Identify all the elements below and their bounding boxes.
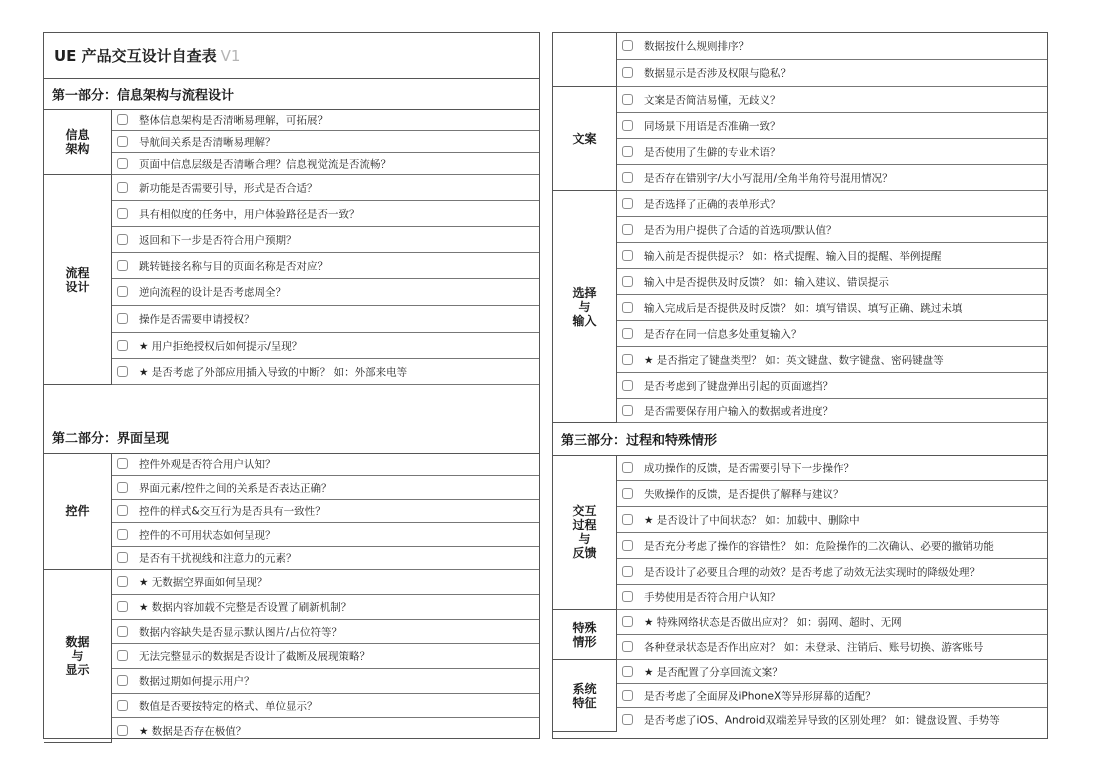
checkbox[interactable] — [622, 514, 633, 525]
group-label-text: 信息 架构 — [65, 127, 90, 156]
checklist-row — [617, 87, 1047, 113]
checkbox[interactable] — [117, 208, 128, 219]
checklist-item-text: ★ 无数据空界面如何呈现？ — [139, 576, 268, 589]
checklist-row — [112, 253, 539, 279]
checklist-row — [112, 131, 539, 153]
checklist-row — [617, 610, 1047, 635]
checklist-row — [617, 295, 1047, 321]
checklist-row — [617, 708, 1047, 732]
checkbox[interactable] — [622, 354, 633, 365]
checklist-row — [112, 644, 539, 669]
checklist-item-text: 操作是否需要申请授权？ — [139, 313, 255, 326]
checkbox[interactable] — [117, 458, 128, 469]
checklist-row — [112, 153, 539, 175]
checklist-item-text: 是否考虑到了键盘弹出引起的页面遮挡？ — [644, 380, 833, 392]
checkbox[interactable] — [622, 462, 633, 473]
checklist-row — [617, 533, 1047, 559]
checklist-item-text: 控件的样式&交互行为是否具有一致性？ — [139, 505, 326, 518]
checklist-item-text: 失败操作的反馈，是否提供了解释与建议？ — [644, 488, 844, 500]
checkbox[interactable] — [622, 94, 633, 105]
checklist-item-text: 界面元素/控件之间的关系是否表达正确？ — [139, 482, 332, 494]
checklist-row — [112, 547, 539, 570]
checklist-row — [112, 175, 539, 201]
checkbox[interactable] — [622, 224, 633, 235]
checklist-row — [112, 523, 539, 547]
checkbox[interactable] — [117, 529, 128, 540]
checklist-row — [112, 333, 539, 359]
checkbox[interactable] — [117, 136, 128, 147]
checkbox[interactable] — [117, 675, 128, 686]
checklist-row — [617, 165, 1047, 191]
checklist-item-text: 数据过期如何提示用户？ — [139, 675, 255, 688]
checklist-item-text: 数据显示是否涉及权限与隐私？ — [644, 67, 791, 80]
checkbox[interactable] — [117, 234, 128, 245]
checklist-item-text: 是否有干扰视线和注意力的元素？ — [139, 552, 297, 565]
left-checklist-panel — [43, 32, 540, 739]
checklist-item-text: 数值是否要按特定的格式、单位显示？ — [139, 700, 318, 712]
checkbox[interactable] — [117, 340, 128, 351]
checklist-row — [112, 227, 539, 253]
checklist-item-text: ★ 是否考虑了外部应用插入导致的中断？ 如：外部来电等 — [139, 366, 408, 378]
checkbox[interactable] — [117, 650, 128, 661]
checklist-item-text: 控件外观是否符合用户认知？ — [139, 458, 276, 471]
checklist-row — [617, 113, 1047, 139]
checkbox[interactable] — [622, 172, 633, 183]
checklist-item-text: 是否需要保存用户输入的数据或者进度？ — [644, 405, 833, 417]
checklist-item-text: ★ 是否配置了分享回流文案？ — [644, 666, 783, 678]
checkbox[interactable] — [117, 158, 128, 169]
checkbox[interactable] — [117, 601, 128, 612]
checklist-row — [112, 201, 539, 227]
checklist-item-text: 新功能是否需要引导，形式是否合适？ — [139, 182, 318, 194]
checklist-item-text: 输入中是否提供及时反馈？ 如：输入建议、错误提示 — [644, 276, 889, 288]
sheet-title — [44, 33, 539, 79]
part-1-header: 第一部分：信息架构与流程设计 — [44, 78, 539, 110]
checkbox[interactable] — [117, 576, 128, 587]
checklist-item-text: ★ 用户拒绝授权后如何提示/呈现？ — [139, 340, 303, 352]
checklist-item-text: ★ 数据内容加载不完整是否设置了刷新机制？ — [139, 601, 352, 614]
checklist-item-text: 数据内容缺失是否显示默认图片/占位符等？ — [139, 626, 343, 638]
checklist-item-text: 成功操作的反馈，是否需要引导下一步操作？ — [644, 462, 854, 474]
checklist-row — [617, 585, 1047, 610]
group-label-text: 选择 与 输入 — [572, 285, 597, 328]
part-2-header: 第二部分：界面呈现 — [44, 420, 539, 454]
checklist-row — [617, 635, 1047, 660]
checklist-row — [112, 718, 539, 743]
checklist-item-text: ★ 数据是否存在极值？ — [139, 725, 247, 737]
checklist-row — [617, 191, 1047, 217]
checkbox[interactable] — [622, 405, 633, 416]
checkbox[interactable] — [117, 313, 128, 324]
checklist-item-text: 跳转链接名称与目的页面名称是否对应？ — [139, 260, 328, 272]
checklist-item-text: 是否选择了正确的表单形式？ — [644, 198, 781, 210]
checklist-row — [617, 321, 1047, 347]
checklist-item-text: 页面中信息层级是否清晰合理？信息视觉流是否流畅？ — [139, 158, 391, 170]
group-label-info — [44, 109, 112, 175]
checkbox[interactable] — [622, 540, 633, 551]
group-label-text: 特殊 情形 — [572, 620, 597, 649]
checklist-item-text: ★ 是否设计了中间状态？ 如：加载中、删除中 — [644, 514, 860, 526]
checklist-row — [617, 507, 1047, 533]
checkbox[interactable] — [622, 120, 633, 131]
checkbox[interactable] — [622, 566, 633, 577]
group-label-special — [553, 610, 617, 660]
checklist-row — [617, 373, 1047, 399]
checkbox[interactable] — [622, 641, 633, 652]
checklist-item-text: 无法完整显示的数据是否设计了截断及展现策略？ — [139, 650, 370, 663]
checklist-row — [617, 347, 1047, 373]
group-label-data — [44, 570, 112, 743]
checklist-item-text: 返回和下一步是否符合用户预期？ — [139, 234, 297, 246]
checkbox[interactable] — [622, 690, 633, 701]
checkbox[interactable] — [117, 725, 128, 736]
checkbox[interactable] — [117, 286, 128, 297]
checklist-item-text: ★ 是否指定了键盘类型？ 如：英文键盘、数字键盘、密码键盘等 — [644, 354, 944, 366]
checklist-row — [112, 306, 539, 333]
group-label-feedback — [553, 455, 617, 610]
checklist-row — [112, 694, 539, 718]
checklist-item-text: 是否为用户提供了合适的首选项/默认值？ — [644, 224, 837, 236]
checklist-item-text: ★ 特殊网络状态是否做出应对？ 如：弱网、超时、无网 — [644, 616, 902, 629]
checkbox[interactable] — [117, 626, 128, 637]
checkbox[interactable] — [622, 302, 633, 313]
checklist-item-text: 是否使用了生僻的专业术语？ — [644, 146, 781, 158]
checklist-row — [112, 620, 539, 644]
checklist-item-text: 是否考虑了全面屏及iPhoneX等异形屏幕的适配？ — [644, 690, 876, 702]
checklist-item-text: 是否存在同一信息多处重复输入？ — [644, 328, 802, 340]
checklist-row — [617, 455, 1047, 481]
checklist-row — [617, 33, 1047, 60]
checkbox[interactable] — [622, 380, 633, 391]
group-label-copy — [553, 87, 617, 191]
group-label-input — [553, 191, 617, 423]
checklist-item-text: 是否充分考虑了操作的容错性？ 如：危险操作的二次确认、必要的撤销功能 — [644, 540, 994, 552]
checklist-row — [617, 481, 1047, 507]
checkbox[interactable] — [622, 198, 633, 209]
group-label-text: 控件 — [65, 504, 90, 518]
checkbox[interactable] — [117, 482, 128, 493]
checklist-row — [617, 660, 1047, 684]
checkbox[interactable] — [117, 552, 128, 563]
group-label-text: 文案 — [572, 131, 597, 146]
checklist-row — [112, 669, 539, 694]
checklist-row — [617, 559, 1047, 585]
checklist-row — [112, 595, 539, 620]
checklist-row — [617, 139, 1047, 165]
checkbox[interactable] — [622, 488, 633, 499]
checkbox[interactable] — [117, 114, 128, 125]
checkbox[interactable] — [117, 366, 128, 377]
checklist-item-text: 是否考虑了iOS、Android双端差异导致的区别处理？ 如：键盘设置、手势等 — [644, 714, 1000, 727]
checklist-row — [617, 217, 1047, 243]
checklist-item-text: 控件的不可用状态如何呈现？ — [139, 529, 276, 541]
checklist-row — [617, 60, 1047, 87]
checklist-item-text: 输入前是否提供提示？ 如：格式提醒、输入目的提醒、举例提醒 — [644, 250, 942, 262]
checklist-row — [617, 399, 1047, 423]
checkbox[interactable] — [622, 666, 633, 677]
group-label-system — [553, 660, 617, 732]
checkbox[interactable] — [622, 276, 633, 287]
part-3-header: 第三部分：过程和特殊情形 — [553, 423, 1047, 456]
checkbox[interactable] — [622, 616, 633, 627]
checklist-item-text: 输入完成后是否提供及时反馈？ 如：填写错误、填写正确、跳过未填 — [644, 302, 963, 314]
group-label-control — [44, 453, 112, 570]
group-label-text: 流程 设计 — [65, 265, 90, 294]
checkbox[interactable] — [622, 250, 633, 261]
checklist-item-text: 逆向流程的设计是否考虑周全？ — [139, 286, 286, 299]
checklist-row — [112, 453, 539, 476]
checklist-row — [112, 500, 539, 523]
checklist-item-text: 数据按什么规则排序？ — [644, 40, 749, 53]
checklist-row — [112, 279, 539, 306]
version-label: V1 — [220, 47, 241, 65]
checklist-row — [617, 269, 1047, 295]
checkbox[interactable] — [622, 328, 633, 339]
checkbox[interactable] — [117, 700, 128, 711]
group-label-text: 数据 与 显示 — [65, 635, 90, 677]
right-checklist-panel — [552, 32, 1048, 739]
group-label-text: 交互 过程 与 反馈 — [572, 504, 597, 560]
checkbox[interactable] — [622, 40, 633, 51]
checklist-row — [617, 684, 1047, 708]
checklist-row — [112, 109, 539, 131]
checkbox[interactable] — [622, 591, 633, 602]
checkbox[interactable] — [117, 260, 128, 271]
checkbox[interactable] — [622, 714, 633, 725]
checklist-row — [112, 359, 539, 385]
checklist-row — [112, 570, 539, 595]
checklist-item-text: 文案是否简洁易懂，无歧义？ — [644, 94, 781, 106]
group-label-text: 系统 特征 — [572, 681, 597, 710]
checklist-row — [617, 243, 1047, 269]
checklist-item-text: 手势使用是否符合用户认知？ — [644, 591, 781, 604]
checklist-item-text: 是否设计了必要且合理的动效？是否考虑了动效无法实现时的降级处理？ — [644, 566, 980, 578]
checklist-item-text: 各种登录状态是否作出应对？ 如：未登录、注销后、账号切换、游客账号 — [644, 641, 984, 654]
group-label-datacont — [553, 33, 617, 87]
checklist-row — [112, 476, 539, 500]
checklist-item-text: 整体信息架构是否清晰易理解，可拓展？ — [139, 114, 328, 126]
checkbox[interactable] — [117, 182, 128, 193]
checklist-item-text: 同场景下用语是否准确一致？ — [644, 120, 781, 132]
checklist-item-text: 导航间关系是否清晰易理解？ — [139, 136, 276, 148]
checklist-item-text: 具有相似度的任务中，用户体验路径是否一致？ — [139, 208, 360, 220]
checkbox[interactable] — [622, 146, 633, 157]
group-label-flow — [44, 175, 112, 385]
title-text: UE 产品交互设计自查表 — [54, 47, 217, 65]
checkbox[interactable] — [622, 67, 633, 78]
checklist-item-text: 是否存在错别字/大小写混用/全角半角符号混用情况？ — [644, 172, 893, 184]
checkbox[interactable] — [117, 505, 128, 516]
